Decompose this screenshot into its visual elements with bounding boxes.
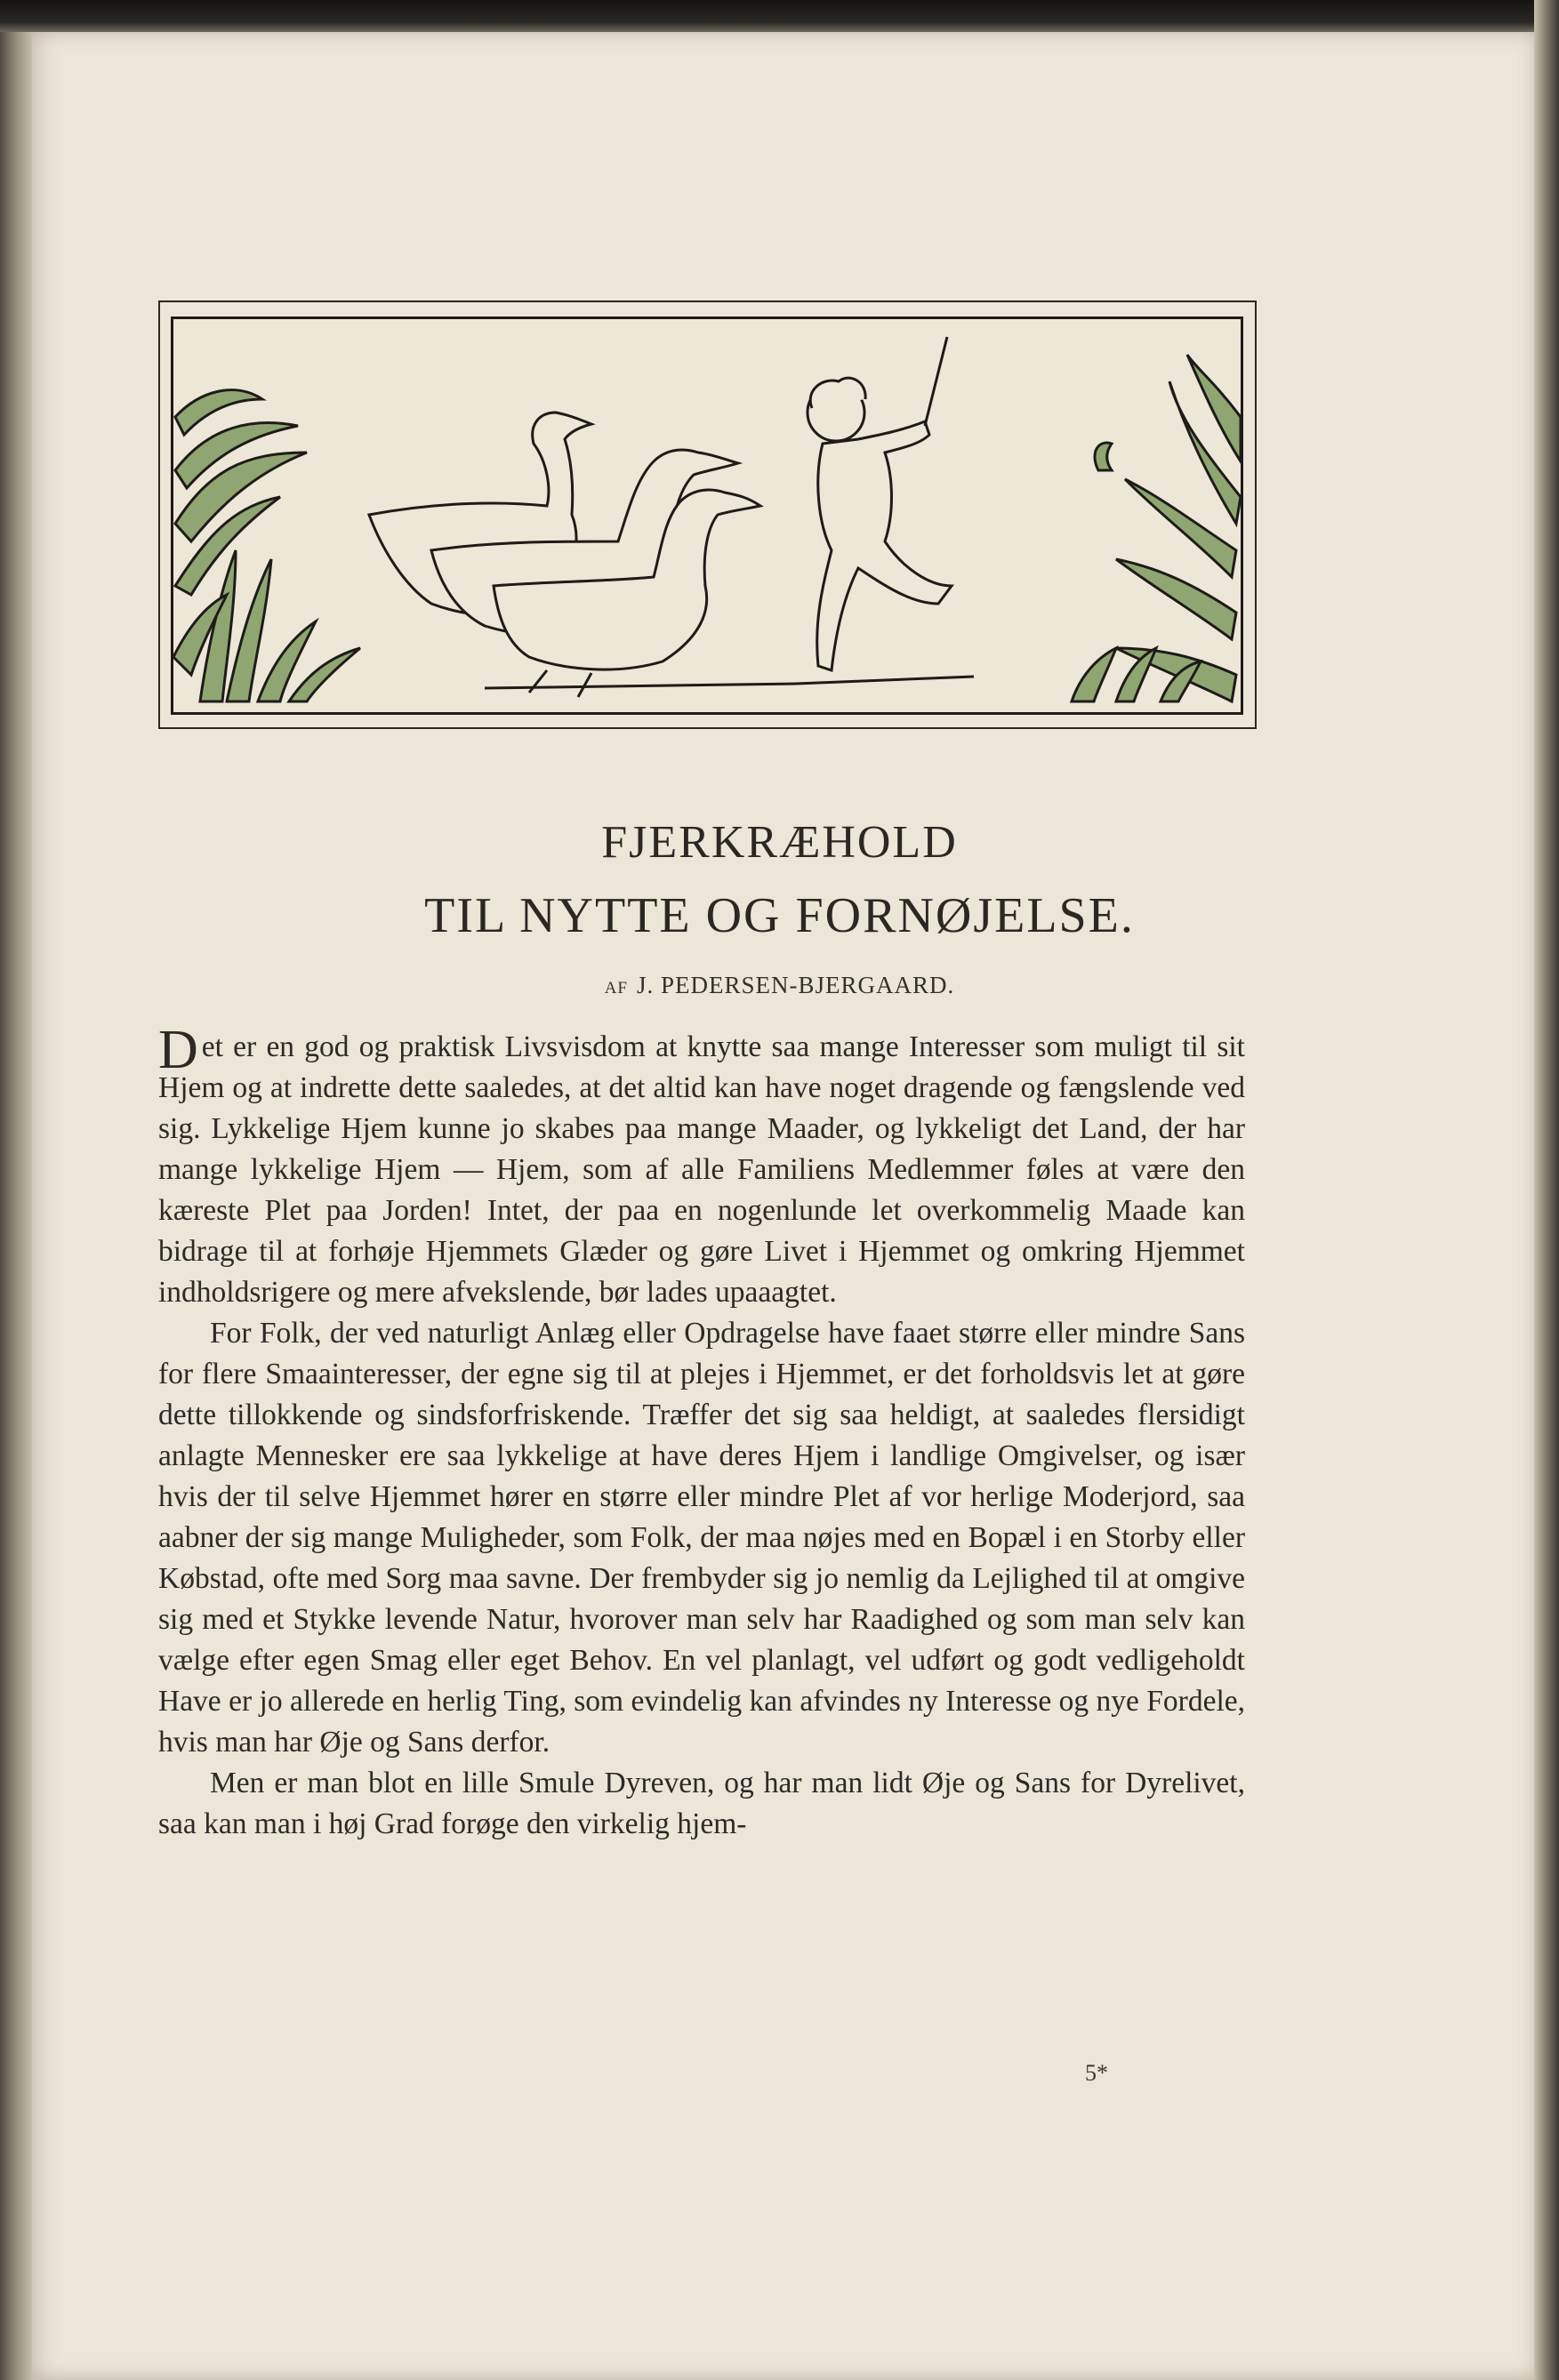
paragraph-1-text: et er en god og praktisk Livsvisdom at knytte saa mange Interesser som muligt til sit Hjem og at indrette dette saaledes, at det altid kan have noget dragende og fængslende ved sig. Lykkelige Hjem kunne jo skabes paa mange Maader, og lykkeligt det Land, der har mange lykkelige Hjem — Hjem, som af alle Familiens Medlemmer føles at være den kæreste Plet paa Jorden! Intet, der paa en nogenlunde let overkommelig Maade kan bidrage til at forhøje Hjemmets Glæder og gøre Livet i Hjemmet og omkring Hjemmet indholdsrigere og mere afvekslende, bør lades upaaagtet. xyxy=(158,1030,1245,1309)
byline-prefix: AF xyxy=(604,979,628,998)
paragraph-1 xyxy=(158,1020,1245,1313)
geese-and-cherub-illustration xyxy=(173,319,1241,712)
article-title-line-2: TIL NYTTE OG FORNØJELSE. xyxy=(424,888,1135,943)
drop-cap: D xyxy=(158,1020,198,1080)
paragraph-2: For Folk, der ved naturligt Anlæg eller Opdragelse have faaet større eller mindre Sans for flere Smaainteresser, der egne sig til at plejes i Hjemmet, er det forholdsvis let at gøre dette tillokkende og sindsforfriskende. Træffer det sig saa heldigt, at saaledes flersidigt anlagte Mennesker ere saa lykkelige at have deres Hjem i landlige Omgivelser, og især hvis der til selve Hjemmet hører en større eller mindre Plet af vor herlige Moderjord, saa aabner der sig mange Muligheder, som Folk, der maa nøjes med en Bopæl i en Storby eller Købstad, ofte med Sorg maa savne. Der frembyder sig jo nemlig da Lejlighed til at omgive sig med et Stykke levende Natur, hvorover man selv har Raadighed og som man selv kan vælge efter egen Smag eller eget Behov. En vel planlagt, vel udført og godt vedligeholdt Have er jo allerede en herlig Ting, som evindelig kan afvindes ny Interesse og nye Fordele, hvis man har Øje og Sans derfor. xyxy=(158,1317,1245,1759)
book-top-edge xyxy=(0,0,1559,32)
book-right-edge xyxy=(1534,0,1559,2380)
byline xyxy=(0,972,1559,999)
book-spine-edge xyxy=(0,0,36,2380)
article-body xyxy=(158,1020,1245,1845)
header-illustration xyxy=(158,301,1257,729)
article-title-line-1: FJERKRÆHOLD xyxy=(601,817,958,868)
illustration-inner-frame xyxy=(171,317,1243,715)
paragraph-3: Men er man blot en lille Smule Dyreven, og har man lidt Øje og Sans for Dyrelivet, saa kan man i høj Grad forøge den virkelig hjem- xyxy=(158,1767,1245,1840)
byline-author: J. PEDERSEN-BJERGAARD. xyxy=(637,972,955,998)
page-number: 5* xyxy=(1085,2060,1108,2086)
